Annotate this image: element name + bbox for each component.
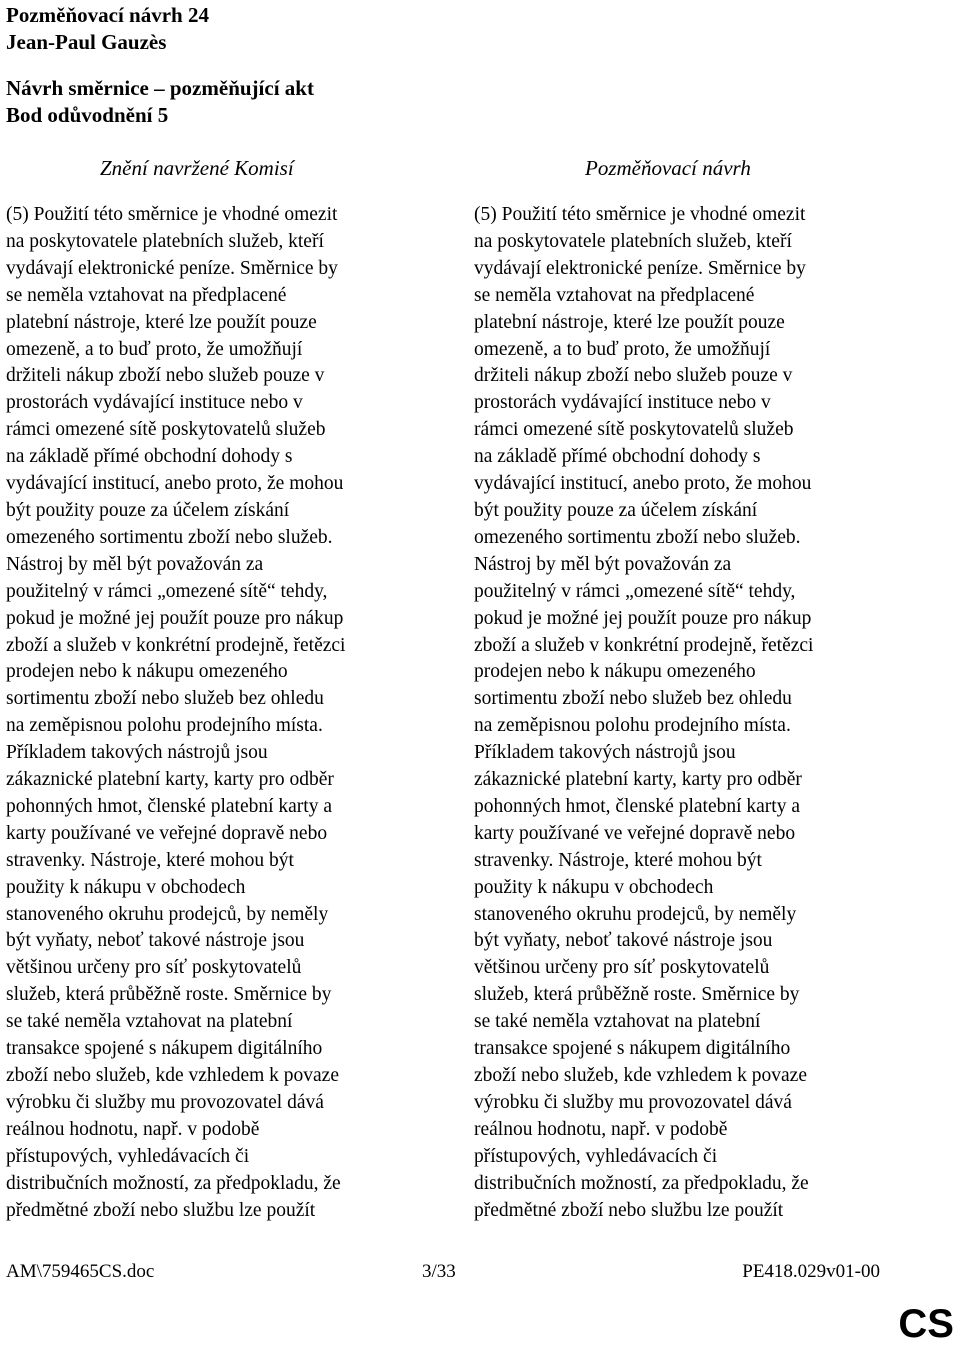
- act-title: Návrh směrnice – pozměňující akt: [6, 76, 314, 100]
- amendment-heading: Pozměňovací návrh: [585, 156, 751, 180]
- pe-reference: PE418.029v01-00: [742, 1261, 880, 1282]
- commission-text-heading: Znění navržené Komisí: [100, 156, 294, 180]
- document-reference: AM\759465CS.doc: [6, 1261, 155, 1282]
- language-code: CS: [898, 1302, 954, 1346]
- recital-label: Bod odůvodnění 5: [6, 103, 169, 127]
- amendment-title: Pozměňovací návrh 24: [6, 3, 209, 27]
- commission-text-body: (5) Použití této směrnice je vhodné omezit na poskytovatele platebních služeb, kteří vydávají elektronické peníze. Směrnice by se neměla vztahovat na předplacené platební nástroje, které lze použít pouze omezeně, a to buď proto, že umožňují držiteli nákup zboží nebo služeb pouze v prostorách vydávající instituce nebo v rámci omezené sítě poskytovatelů služeb na základě přímé obchodní dohody s vydávající institucí, anebo proto, že mohou být použity pouze za účelem získání omezeného sortimentu zboží nebo služeb. Nástroj by měl být považován za použitelný v rámci „omezené sítě“ tehdy, pokud je možné jej použít pouze pro nákup zboží a služeb v konkrétní prodejně, řetězci prodejen nebo k nákupu omezeného sortimentu zboží nebo služeb bez ohledu na zeměpisnou polohu prodejního místa. Příkladem takových nástrojů jsou zákaznické platební karty, karty pro odběr pohonných hmot, členské platební karty a karty používané ve veřejné dopravě nebo stravenky. Nástroje, které mohou být použity k nákupu v obchodech stanoveného okruhu prodejců, by neměly být vyňaty, neboť takové nástroje jsou většinou určeny pro síť poskytovatelů služeb, která průběžně roste. Směrnice by se také neměla vztahovat na platební transakce spojené s nákupem digitálního zboží nebo služeb, kde vzhledem k povaze výrobku či služby mu provozovatel dává reálnou hodnotu, např. v podobě přístupových, vyhledávacích či distribučních možností, za předpokladu, že předmětné zboží nebo službu lze použít: [6, 204, 346, 1221]
- amendment-author: Jean-Paul Gauzès: [6, 30, 167, 54]
- page-number: 3/33: [422, 1261, 456, 1282]
- amendment-text-body: (5) Použití této směrnice je vhodné omezit na poskytovatele platebních služeb, kteří vydávají elektronické peníze. Směrnice by se neměla vztahovat na předplacené platební nástroje, které lze použít pouze omezeně, a to buď proto, že umožňují držiteli nákup zboží nebo služeb pouze v prostorách vydávající instituce nebo v rámci omezené sítě poskytovatelů služeb na základě přímé obchodní dohody s vydávající institucí, anebo proto, že mohou být použity pouze za účelem získání omezeného sortimentu zboží nebo služeb. Nástroj by měl být považován za použitelný v rámci „omezené sítě“ tehdy, pokud je možné jej použít pouze pro nákup zboží a služeb v konkrétní prodejně, řetězci prodejen nebo k nákupu omezeného sortimentu zboží nebo služeb bez ohledu na zeměpisnou polohu prodejního místa. Příkladem takových nástrojů jsou zákaznické platební karty, karty pro odběr pohonných hmot, členské platební karty a karty používané ve veřejné dopravě nebo stravenky. Nástroje, které mohou být použity k nákupu v obchodech stanoveného okruhu prodejců, by neměly být vyňaty, neboť takové nástroje jsou většinou určeny pro síť poskytovatelů služeb, která průběžně roste. Směrnice by se také neměla vztahovat na platební transakce spojené s nákupem digitálního zboží nebo služeb, kde vzhledem k povaze výrobku či služby mu provozovatel dává reálnou hodnotu, např. v podobě přístupových, vyhledávacích či distribučních možností, za předpokladu, že předmětné zboží nebo službu lze použít: [474, 204, 814, 1221]
